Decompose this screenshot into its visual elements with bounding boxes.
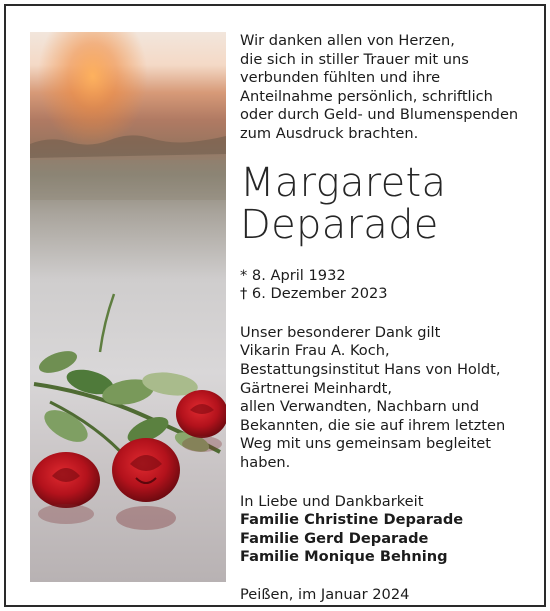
family-name: Familie Christine Deparade [240,511,464,529]
life-dates [240,267,536,304]
place-date: Peißen, im Januar 2024 [240,586,410,604]
rose-left [32,452,100,508]
birth-date: * 8. April 1932 [240,266,346,284]
special-thanks-text: Unser besonderer Dank gilt Vikarin Frau A. Koch, Bestattungsinstitut Hans von Holdt, Gärtnerei Meinhardt, allen Verwandten, Nachbarn und Bekannten, die sie auf ihrem letzten Weg mit uns gemeinsam begleitet haben. [240,323,506,471]
family-name: Familie Monique Behning [240,547,448,565]
family-name: Familie Gerd Deparade [240,529,429,547]
text-column [240,32,536,605]
death-date: † 6. Dezember 2023 [240,285,388,303]
deceased-name [240,159,536,248]
last-name: Deparade [240,201,439,248]
roses-on-water-photo [30,32,226,582]
intro-text: Wir danken allen von Herzen, die sich in stiller Trauer mit uns verbunden fühlten und ihre Anteilnahme persönlich, schriftlich oder durch Geld- und Blumenspenden zum Ausdruck brachten. [240,32,519,142]
rose-middle [112,438,180,502]
obituary-card [4,4,546,607]
signature-block [240,493,536,567]
closing-phrase: In Liebe und Dankbarkeit [240,492,424,510]
rose-right [176,390,226,438]
first-name: Margareta [240,159,447,206]
